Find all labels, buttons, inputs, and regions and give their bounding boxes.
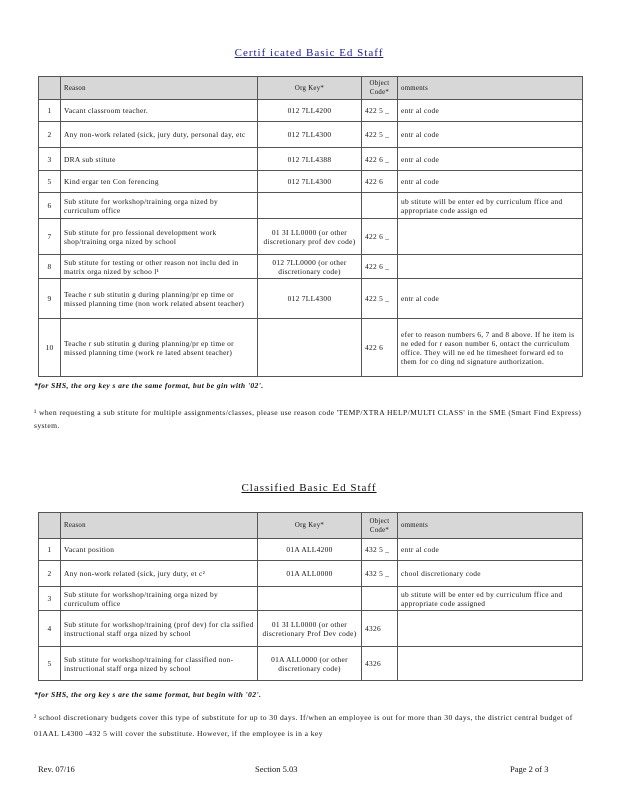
row-reason: Sub stitute for workshop/training orga nized by curriculum office [61, 193, 258, 219]
section-title-classified: Classified Basic Ed Staff [241, 482, 377, 494]
row-num: 6 [39, 193, 61, 219]
row-num: 2 [39, 561, 61, 587]
header-org-key: Org Key* [258, 77, 362, 100]
table-row [39, 219, 583, 255]
table-row [39, 647, 583, 681]
row-reason: Any non-work related (sick, jury duty, personal day, etc [61, 122, 258, 148]
row-num: 5 [39, 171, 61, 193]
table-row [39, 539, 583, 561]
row-object-code: 422 6 [362, 171, 398, 193]
row-num: 5 [39, 647, 61, 681]
row-num: 4 [39, 611, 61, 647]
row-comments [398, 647, 583, 681]
row-comments: entr al code [398, 279, 583, 319]
row-org-key: 012 7LL4300 [258, 279, 362, 319]
table-header-row [39, 513, 583, 539]
table-row [39, 279, 583, 319]
row-org-key [258, 319, 362, 377]
footnote-one: ¹ when requesting a sub stitute for multiple assignments/classes, please use reason code 'TEMP/XTRA HELP/MULTI CLASS' in the SME (Smart Find Express) system. [34, 408, 582, 430]
table-row [39, 255, 583, 279]
row-reason: Sub stitute for workshop/training for classified non-instructional staff orga nized by school [61, 647, 258, 681]
row-object-code: 422 5 _ [362, 279, 398, 319]
row-reason: Teache r sub stitutin g during planning/pr ep time or missed planning time (non work related absent teacher) [61, 279, 258, 319]
row-comments: efer to reason numbers 6, 7 and 8 above. If he item is ne eded for r eason number 6, ontact the curriculum office. They will ne ed he timesheet forward ed to them for co ding nd signature authorization. [398, 319, 583, 377]
row-reason: Vacant classroom teacher. [61, 100, 258, 122]
table-row [39, 148, 583, 171]
header-reason: Reason [61, 513, 258, 539]
footer-revision: Rev. 07/16 [38, 764, 75, 774]
row-object-code: 4326 [362, 611, 398, 647]
row-org-key [258, 587, 362, 611]
table-row [39, 561, 583, 587]
row-reason: Sub stitute for workshop/training orga nized by curriculum office [61, 587, 258, 611]
row-org-key [258, 193, 362, 219]
row-org-key: 012 7LL4300 [258, 122, 362, 148]
row-comments: entr al code [398, 148, 583, 171]
header-comments: omments [398, 77, 583, 100]
row-comments: ub stitute will be enter ed by curriculum ffice and appropriate code assigned [398, 587, 583, 611]
row-comments: entr al code [398, 100, 583, 122]
classified-table [38, 512, 583, 681]
row-object-code: 422 6 [362, 319, 398, 377]
table-row [39, 587, 583, 611]
table-row [39, 100, 583, 122]
section-title-certificated: Certif icated Basic Ed Staff [234, 47, 384, 59]
row-object-code [362, 193, 398, 219]
row-comments: entr al code [398, 122, 583, 148]
row-comments: entr al code [398, 539, 583, 561]
row-org-key: 01 3I LL0000 (or other discretionary Prof Dev code) [258, 611, 362, 647]
header-reason: Reason [61, 77, 258, 100]
row-org-key: 012 7LL0000 (or other discretionary code) [258, 255, 362, 279]
header-object-code: Object Code* [362, 77, 398, 100]
row-reason: DRA sub stitute [61, 148, 258, 171]
row-object-code: 422 6 _ [362, 148, 398, 171]
table-row [39, 611, 583, 647]
row-reason: Kind ergar ten Con ferencing [61, 171, 258, 193]
footnote-two: ² school discretionary budgets cover this type of substitute for up to 30 days. If/when an employee is out for more than 30 days, the district central budget of 01AAL L4300 -432 5 will cover the substitute. However, if the employee is in a key [34, 713, 573, 738]
footnote-star-classified: *for SHS, the org key s are the same format, but begin with '02'. [34, 690, 262, 699]
row-comments: entr al code [398, 171, 583, 193]
row-comments [398, 611, 583, 647]
row-org-key: 012 7LL4388 [258, 148, 362, 171]
row-comments [398, 255, 583, 279]
row-reason: Teache r sub stitutin g during planning/pr ep time or missed planning time (work re lated absent teacher) [61, 319, 258, 377]
row-reason: Sub stitute for workshop/training (prof dev) for cla ssified instructional staff orga nized by school [61, 611, 258, 647]
row-object-code: 4326 [362, 647, 398, 681]
row-num: 1 [39, 100, 61, 122]
table-row [39, 193, 583, 219]
header-comments: omments [398, 513, 583, 539]
certificated-table [38, 76, 583, 377]
table-header-row [39, 77, 583, 100]
header-org-key: Org Key* [258, 513, 362, 539]
row-object-code [362, 587, 398, 611]
row-object-code: 422 5 _ [362, 100, 398, 122]
row-org-key: 01 3I LL0000 (or other discretionary prof dev code) [258, 219, 362, 255]
header-num [39, 77, 61, 100]
footnote-star-certificated: *for SHS, the org key s are the same format, but be gin with '02'. [34, 381, 264, 390]
row-reason: Vacant position [61, 539, 258, 561]
footer-section: Section 5.03 [255, 764, 298, 774]
row-num: 1 [39, 539, 61, 561]
row-num: 10 [39, 319, 61, 377]
row-object-code: 422 6 _ [362, 219, 398, 255]
row-comments: ub stitute will be enter ed by curriculum ffice and appropriate code assign ed [398, 193, 583, 219]
row-reason: Sub stitute for testing or other reason not inclu ded in matrix orga nized by schoo l¹ [61, 255, 258, 279]
row-org-key: 01A ALL4200 [258, 539, 362, 561]
row-num: 3 [39, 148, 61, 171]
row-reason: Sub stitute for pro fessional development work shop/training orga nized by school [61, 219, 258, 255]
row-num: 7 [39, 219, 61, 255]
header-object-code: Object Code* [362, 513, 398, 539]
row-reason: Any non-work related (sick, jury duty, et c² [61, 561, 258, 587]
row-object-code: 432 5 _ [362, 561, 398, 587]
row-org-key: 01A ALL0000 (or other discretionary code) [258, 647, 362, 681]
table-row [39, 319, 583, 377]
row-org-key: 012 7LL4200 [258, 100, 362, 122]
header-num [39, 513, 61, 539]
row-num: 2 [39, 122, 61, 148]
row-org-key: 012 7LL4300 [258, 171, 362, 193]
row-num: 9 [39, 279, 61, 319]
row-num: 3 [39, 587, 61, 611]
row-comments: chool discretionary code [398, 561, 583, 587]
row-num: 8 [39, 255, 61, 279]
row-object-code: 432 5 _ [362, 539, 398, 561]
table-row [39, 122, 583, 148]
row-object-code: 422 5 _ [362, 122, 398, 148]
table-row [39, 171, 583, 193]
row-org-key: 01A ALL0000 [258, 561, 362, 587]
footer-page-number: Page 2 of 3 [510, 764, 549, 774]
row-object-code: 422 6 _ [362, 255, 398, 279]
row-comments [398, 219, 583, 255]
